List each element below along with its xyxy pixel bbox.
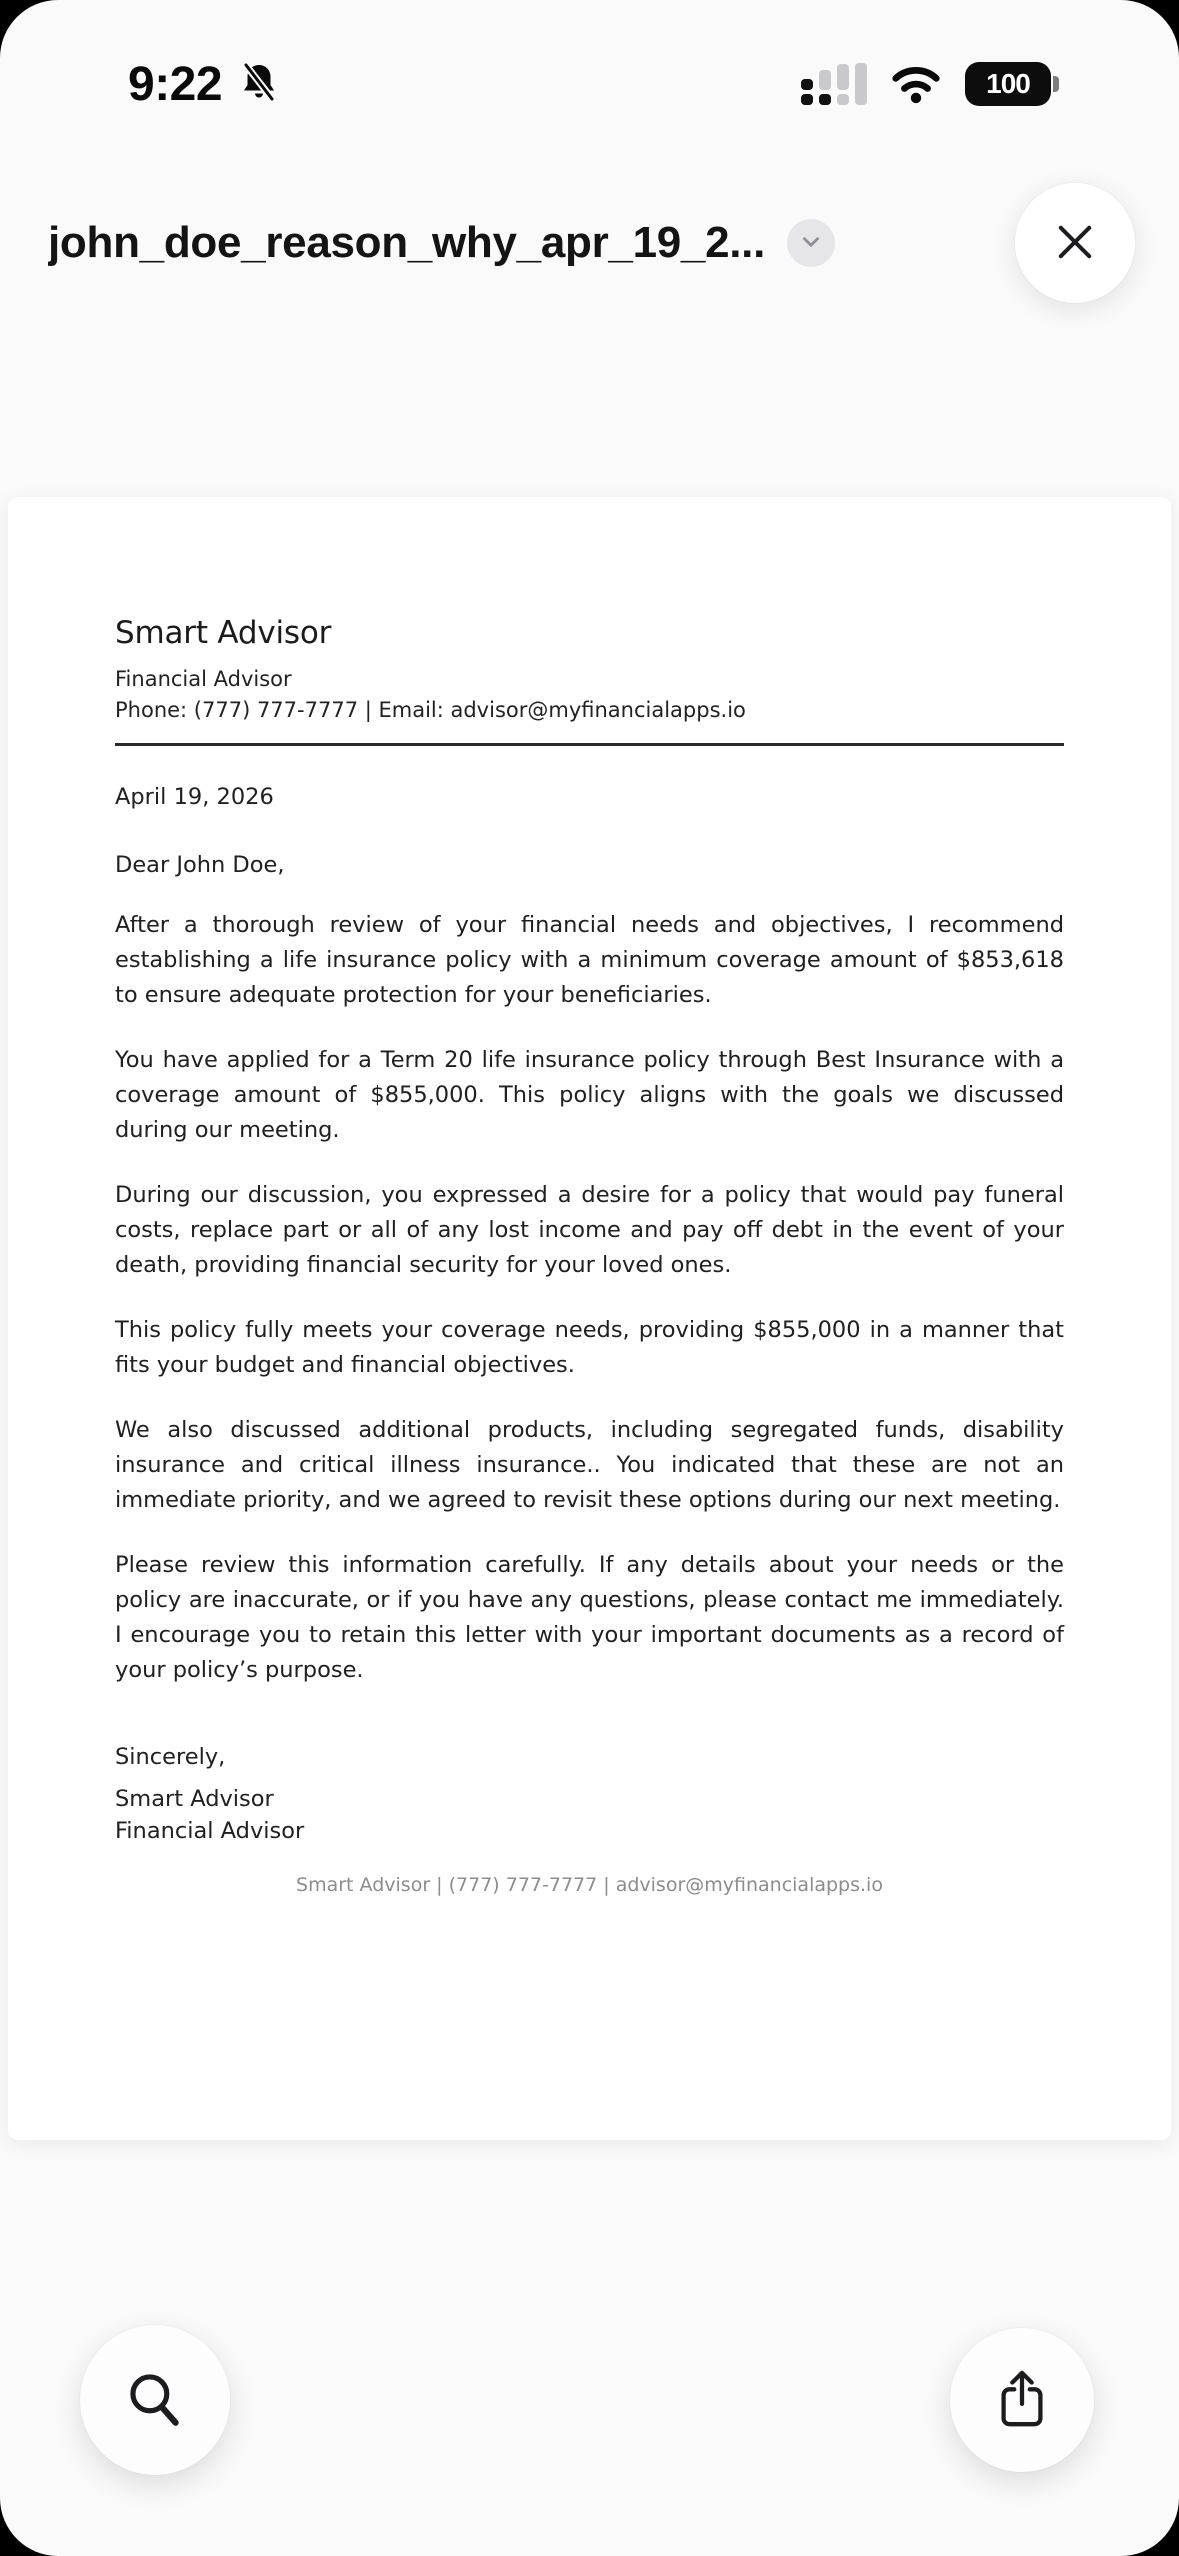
battery-level: 100: [965, 62, 1051, 106]
paragraph: During our discussion, you expressed a desire for a policy that would pay funeral costs, replace part or all of any lost income and pay off debt in the event of your death, providing financial security for your loved ones.: [115, 1182, 1064, 1278]
status-right: [801, 60, 1059, 109]
battery-nub: [1053, 76, 1059, 92]
search-icon: [122, 2366, 188, 2435]
paragraph: Please review this information carefully. If any details about your needs or the policy are inaccurate, or if you have any questions, please contact me immediately. I encourage you to retain this letter with your important documents as a record of your policy’s purpose.: [115, 1552, 1064, 1683]
paragraph: We also discussed additional products, including segregated funds, disability insurance and critical illness insurance.. You indicated that these are not an immediate priority, and we agreed to revisit these options during our next meeting.: [115, 1417, 1064, 1513]
signature-title: Financial Advisor: [115, 1818, 305, 1844]
letterhead-divider: [115, 743, 1064, 746]
sender-name: Smart Advisor: [115, 615, 332, 651]
paragraph: This policy fully meets your coverage needs, providing $855,000 in a manner that fits your budget and financial objectives.: [115, 1317, 1064, 1378]
chevron-down-icon: [798, 229, 824, 258]
sender-contact-line: Phone: (777) 777-7777 | Email: advisor@myfinancialapps.io: [115, 698, 746, 722]
cellular-signal-icon: [801, 63, 867, 105]
paragraph: You have applied for a Term 20 life insurance policy through Best Insurance with a coverage amount of $855,000. This policy aligns with the goals we discussed during our meeting.: [115, 1047, 1064, 1143]
document-title: john_doe_reason_why_apr_19_2...: [48, 218, 766, 267]
clock: 9:22: [128, 57, 223, 111]
document-page[interactable]: [8, 497, 1171, 2140]
letter-body: [115, 908, 1064, 1688]
wifi-icon: [887, 60, 945, 109]
battery-icon: [965, 62, 1059, 106]
share-button[interactable]: [950, 2328, 1094, 2472]
title-dropdown-button[interactable]: [787, 219, 835, 267]
status-left: [128, 57, 282, 112]
letter-date: April 19, 2026: [115, 784, 274, 810]
document-footer: Smart Advisor | (777) 777-7777 | advisor@myfinancialapps.io: [296, 1874, 883, 1896]
notifications-silenced-icon: [236, 59, 282, 110]
close-icon: [1049, 216, 1101, 271]
closing: Sincerely,: [115, 1744, 226, 1770]
salutation: Dear John Doe,: [115, 852, 285, 878]
sender-title: Financial Advisor: [115, 667, 292, 691]
search-button[interactable]: [80, 2325, 230, 2475]
title-bar: [0, 178, 1179, 308]
status-bar: [0, 0, 1179, 140]
share-icon: [991, 2368, 1053, 2433]
close-button[interactable]: [1015, 183, 1135, 303]
signature-name: Smart Advisor: [115, 1786, 274, 1812]
paragraph: After a thorough review of your financial needs and objectives, I recommend establishing a life insurance policy with a minimum coverage amount of $853,618 to ensure adequate protection for your beneficiaries.: [115, 912, 1064, 1008]
